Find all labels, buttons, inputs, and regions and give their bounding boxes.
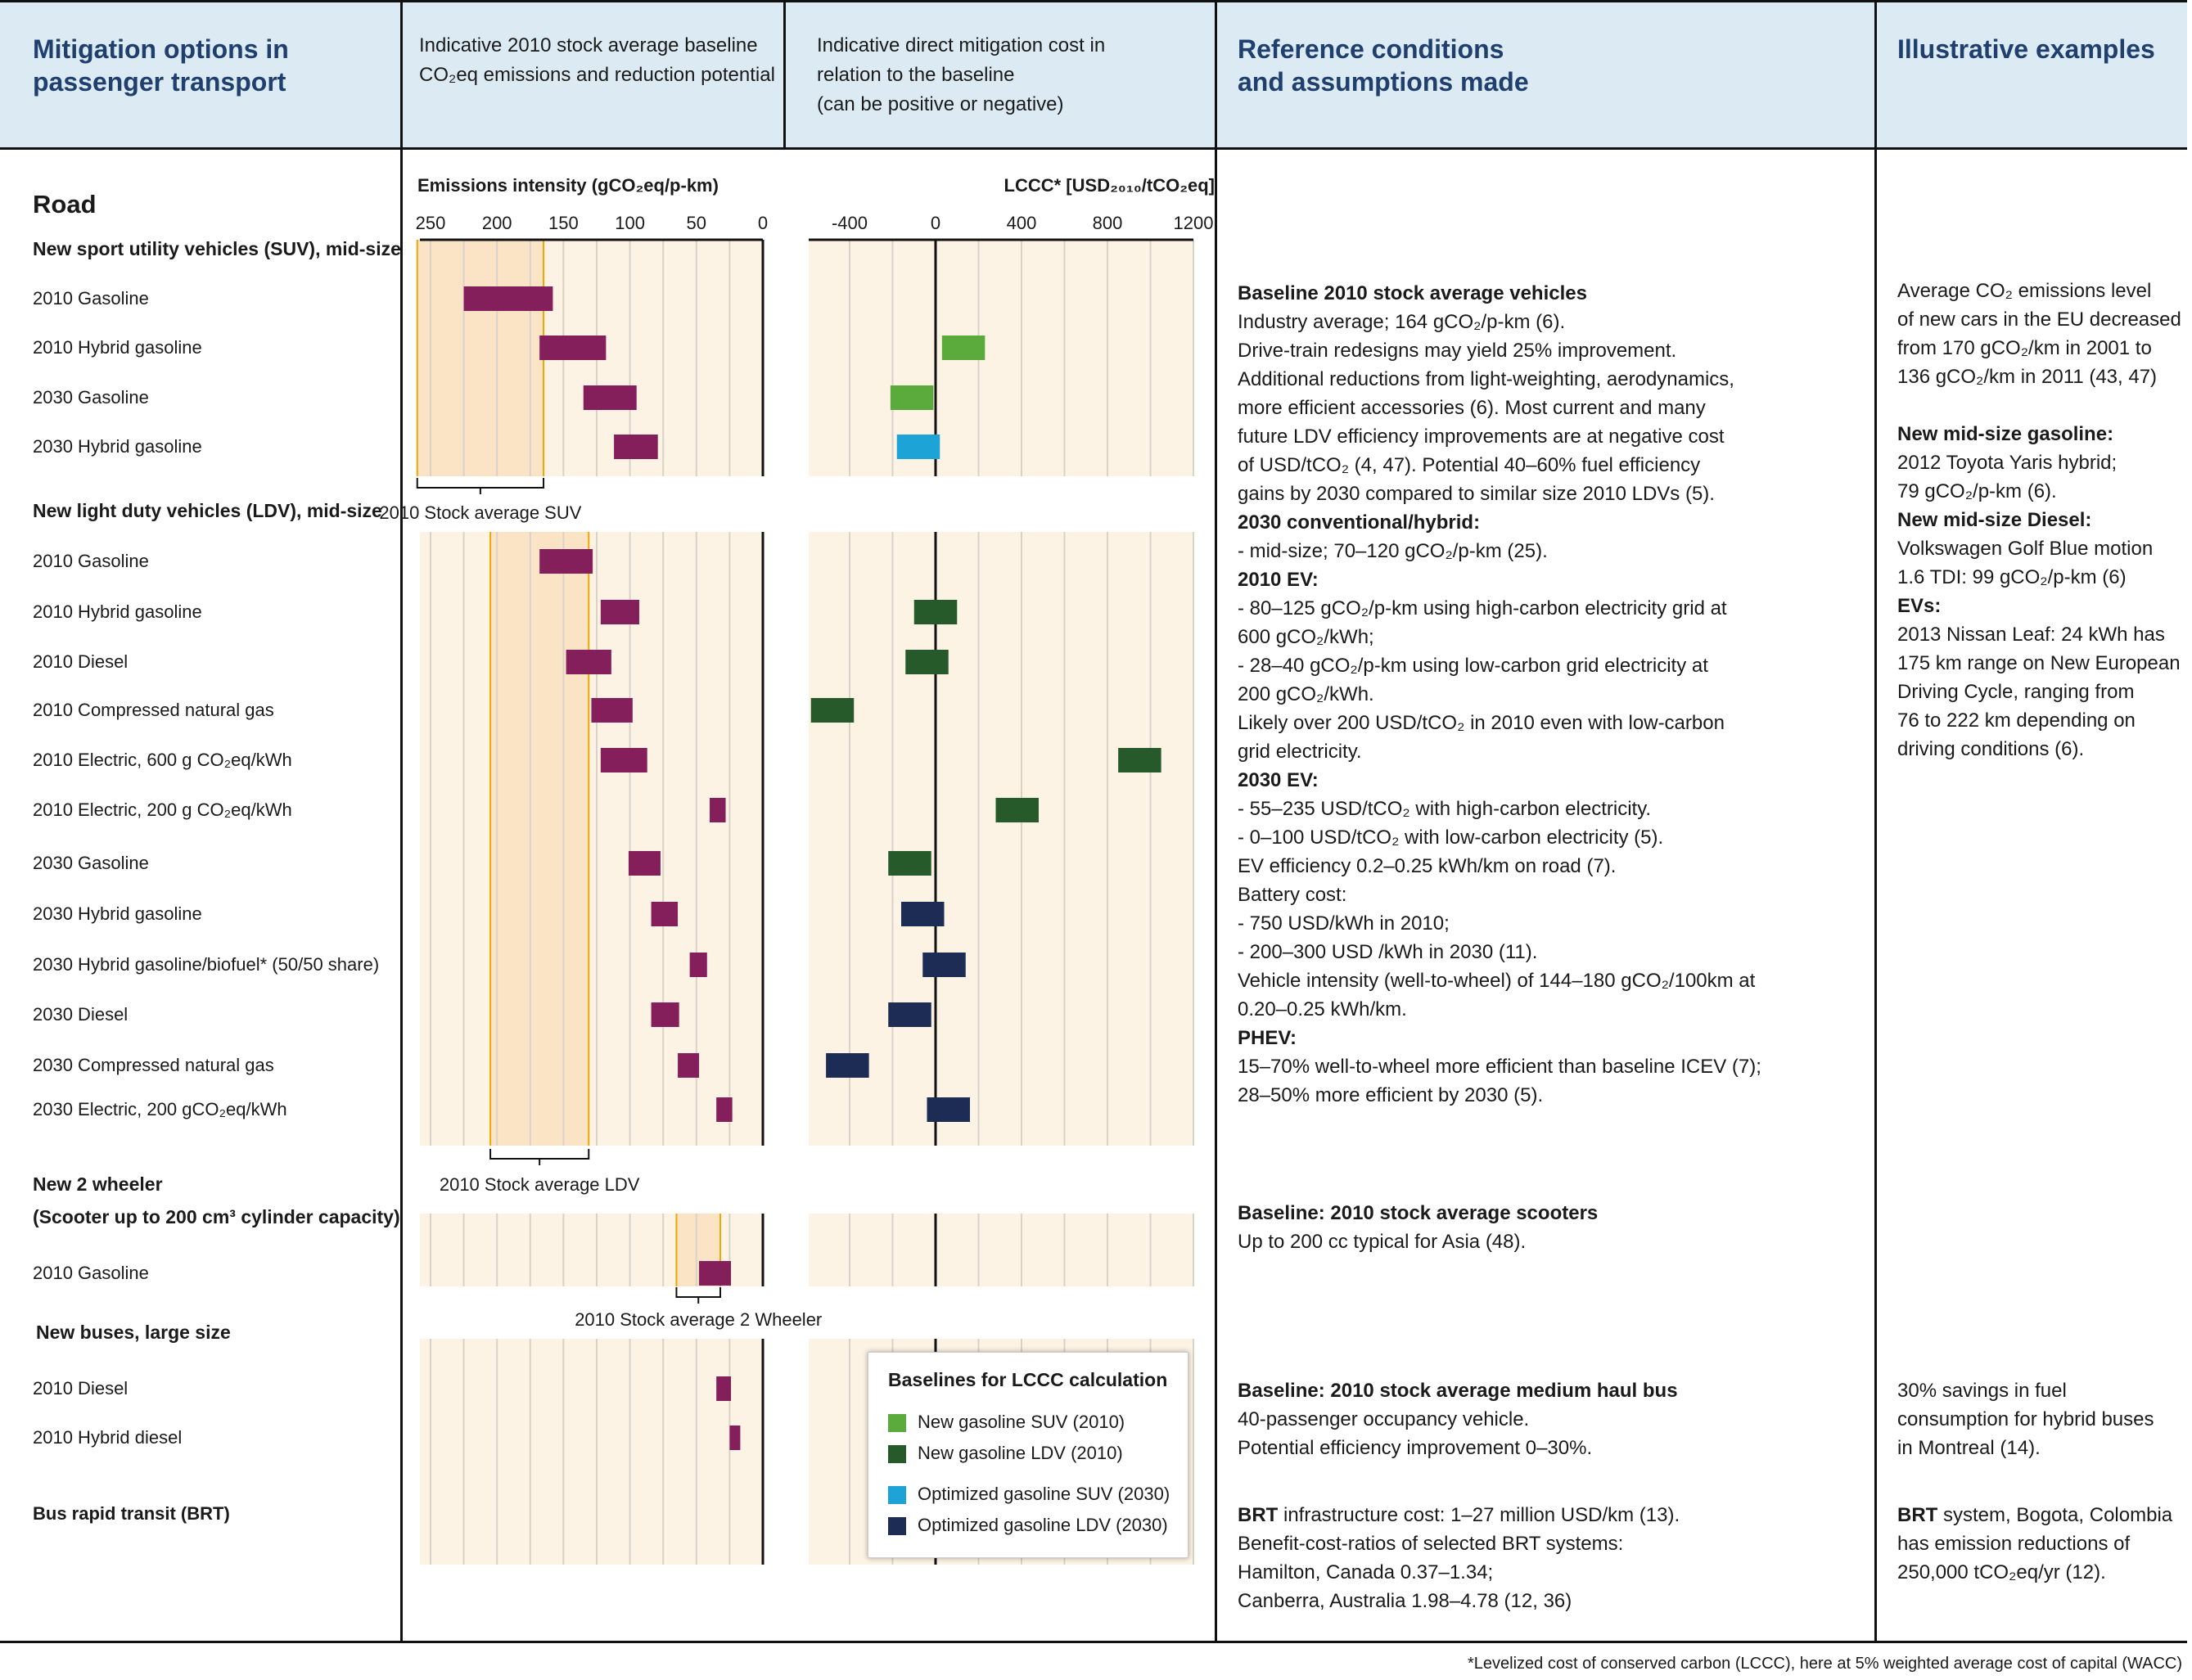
cost-tick-label: 1200 — [1173, 213, 1214, 233]
row-label: 2010 Gasoline — [33, 288, 149, 309]
cost-axis-title: LCCC* [USD₂₀₁₀/tCO₂eq] — [1004, 175, 1215, 196]
group-label: New buses, large size — [36, 1322, 231, 1343]
header-col1: Mitigation options in passenger transport — [33, 34, 289, 97]
row-label: 2010 Hybrid diesel — [33, 1427, 183, 1448]
row-label: 2010 Diesel — [33, 1378, 129, 1398]
ref-text: - mid-size; 70–120 gCO₂/p-km (25). — [1238, 540, 1548, 562]
ref-heading: BRT — [1238, 1504, 1279, 1526]
cost-tick-label: 400 — [1006, 213, 1037, 233]
emissions-panel — [420, 532, 763, 1146]
emission-bar — [539, 336, 606, 360]
legend-label: Optimized gasoline LDV (2030) — [918, 1515, 1168, 1535]
emission-bar — [614, 435, 658, 459]
ref-text: Industry average; 164 gCO₂/p-km (6). Drive-train redesigns may yield 25% improvement. Additional reductions from light-weighting, aerodynamics, more efficient accessories (6). Most current and many future LDV efficiency improvements are at negative cost of USD/tCO₂ (4, 47). Potential 40–60% fuel efficiency gains by 2030 compared to similar size 2010 LDVs (5). — [1238, 311, 1734, 505]
row-label: 2030 Hybrid gasoline — [33, 903, 202, 924]
ill-text: 30% savings in fuel consumption for hybrid buses in Montreal (14). — [1897, 1380, 2154, 1459]
ref-heading: PHEV: — [1238, 1027, 1297, 1049]
ref-heading: 2030 conventional/hybrid: — [1238, 511, 1481, 534]
emission-bar — [652, 1002, 679, 1027]
ref-block-bus — [1238, 1376, 1678, 1462]
ill-block-brt — [1897, 1501, 2172, 1587]
emission-bar — [601, 600, 639, 624]
ref-text: 40-passenger occupancy vehicle. Potential efficiency improvement 0–30%. — [1238, 1408, 1593, 1459]
emission-bar — [699, 1261, 731, 1286]
row-label: 2010 Hybrid gasoline — [33, 601, 202, 622]
baseline-bracket — [490, 1149, 589, 1159]
legend-label: New gasoline SUV (2010) — [918, 1412, 1125, 1432]
baseline-bracket — [676, 1287, 720, 1297]
emissions-tick-label: 50 — [686, 213, 707, 233]
cost-panel — [809, 240, 1193, 476]
header-col2: Indicative 2010 stock average baseline CO₂eq emissions and reduction potential — [419, 34, 775, 86]
ref-block-brt — [1238, 1501, 1680, 1615]
cost-bar — [891, 385, 934, 410]
row-label: 2010 Diesel — [33, 651, 129, 672]
legend-label: Optimized gasoline SUV (2030) — [918, 1484, 1170, 1504]
emissions-tick-label: 0 — [757, 213, 769, 233]
legend-item-suv2030 — [888, 1484, 1170, 1505]
row-label: 2010 Electric, 200 g CO₂eq/kWh — [33, 799, 292, 820]
legend-swatch — [888, 1486, 906, 1504]
emission-bar — [584, 385, 637, 410]
group-label: New sport utility vehicles (SUV), mid-size — [33, 238, 401, 259]
row-label: 2030 Hybrid gasoline/biofuel* (50/50 share) — [33, 954, 380, 975]
cost-tick-label: 800 — [1092, 213, 1123, 233]
legend-title: Baselines for LCCC calculation — [888, 1369, 1168, 1390]
ref-text: Up to 200 cc typical for Asia (48). — [1238, 1231, 1527, 1253]
ref-text: infrastructure cost: 1–27 million USD/km (13). — [1278, 1504, 1680, 1526]
baseline-label: 2010 Stock average SUV — [379, 502, 582, 523]
emission-bar — [592, 698, 633, 723]
row-label: 2030 Compressed natural gas — [33, 1055, 274, 1075]
emissions-axis-title: Emissions intensity (gCO₂eq/p-km) — [417, 175, 719, 196]
emissions-tick-label: 100 — [615, 213, 645, 233]
legend-swatch — [888, 1445, 906, 1463]
ref-text: - 80–125 gCO₂/p-km using high-carbon electricity grid at 600 gCO₂/kWh; - 28–40 gCO₂/p-km using low-carbon grid electricity at 200 gCO₂/kWh. Likely over 200 USD/tCO₂ in 2010 even with low-carbon grid electricity. — [1238, 597, 1727, 763]
ill-text: system, Bogota, Colombia has emission reductions of 250,000 tCO₂eq/yr (12). — [1897, 1504, 2173, 1583]
cost-bar — [901, 902, 945, 926]
group-sublabel: (Scooter up to 200 cm³ cylinder capacity) — [33, 1206, 400, 1227]
ill-block-bus — [1897, 1376, 2154, 1462]
emission-bar — [652, 902, 678, 926]
ill-heading: New mid-size gasoline: — [1897, 423, 2114, 445]
ref-text: 15–70% well-to-wheel more efficient than baseline ICEV (7); 28–50% more efficient by 2030 (5). — [1238, 1056, 1761, 1106]
cost-bar — [905, 650, 949, 674]
cost-bar — [927, 1097, 971, 1122]
ill-text: Volkswagen Golf Blue motion 1.6 TDI: 99 gCO₂/p-km (6) — [1897, 538, 2154, 588]
emission-bar — [601, 748, 647, 772]
baseline-label: 2010 Stock average 2 Wheeler — [575, 1309, 823, 1330]
cost-tick-label: -400 — [831, 213, 868, 233]
row-label: 2010 Gasoline — [33, 551, 149, 571]
row-label: 2030 Gasoline — [33, 853, 149, 873]
cost-bar — [1118, 748, 1161, 772]
cost-bar — [888, 1002, 931, 1027]
ill-heading: BRT — [1897, 1504, 1938, 1526]
emission-bar — [566, 650, 611, 674]
cost-bar — [996, 798, 1040, 822]
cost-bar — [811, 698, 855, 723]
row-label: 2010 Electric, 600 g CO₂eq/kWh — [33, 750, 292, 770]
row-label: 2030 Electric, 200 gCO₂eq/kWh — [33, 1099, 287, 1119]
ref-text: Benefit-cost-ratios of selected BRT systems: Hamilton, Canada 0.37–1.34; Canberra, Australia 1.98–4.78 (12, 36) — [1238, 1533, 1624, 1612]
ref-block-scooter — [1238, 1199, 1598, 1256]
section-road: Road — [33, 190, 97, 218]
emission-bar — [710, 798, 725, 822]
baseline-label: 2010 Stock average LDV — [439, 1174, 640, 1195]
emission-bar — [690, 953, 707, 977]
row-label: 2010 Gasoline — [33, 1263, 149, 1283]
emissions-tick-label: 200 — [481, 213, 512, 233]
ill-text: 2012 Toyota Yaris hybrid; 79 gCO₂/p-km (6). — [1897, 452, 2118, 502]
ill-block-cars — [1897, 277, 2181, 763]
emissions-panel — [420, 1339, 763, 1565]
emissions-tick-label: 250 — [415, 213, 446, 233]
ref-heading: 2010 EV: — [1238, 569, 1319, 591]
ill-text: Average CO₂ emissions level of new cars in the EU decreased from 170 gCO₂/km in 2001 to 136 gCO₂/km in 2011 (43, 47) — [1897, 280, 2181, 388]
footnote: *Levelized cost of conserved carbon (LCCC), here at 5% weighted average cost of capital (WACC) — [1468, 1655, 2182, 1673]
cost-panel — [809, 1214, 1193, 1286]
cost-bar — [897, 435, 940, 459]
legend — [868, 1352, 1188, 1558]
ref-heading: Baseline: 2010 stock average scooters — [1238, 1202, 1599, 1224]
row-label: 2030 Diesel — [33, 1004, 129, 1025]
ref-heading: Baseline: 2010 stock average medium haul bus — [1238, 1380, 1678, 1402]
row-label: 2010 Hybrid gasoline — [33, 337, 202, 358]
cost-bar — [942, 336, 985, 360]
emission-bar — [729, 1426, 740, 1450]
cost-bar — [888, 851, 931, 876]
ref-text: - 55–235 USD/tCO₂ with high-carbon electricity. - 0–100 USD/tCO₂ with low-carbon electricity (5). EV efficiency 0.2–0.25 kWh/km on road (7). Battery cost: - 750 USD/kWh in 2010; - 200–300 USD /kWh in 2030 (11). Vehicle intensity (well-to-wheel) of 144–180 gCO₂/100km at 0.20–0.25 kWh/km. — [1238, 798, 1756, 1020]
ref-heading: Baseline 2010 stock average vehicles — [1238, 282, 1587, 304]
header-col5: Illustrative examples — [1897, 34, 2155, 64]
group-label: New 2 wheeler — [33, 1173, 163, 1195]
legend-label: New gasoline LDV (2010) — [918, 1443, 1123, 1463]
cost-bar — [826, 1053, 869, 1078]
legend-item-suv2010 — [888, 1412, 1125, 1433]
ill-heading: EVs: — [1897, 595, 1942, 617]
ref-block-vehicles — [1238, 279, 1761, 1110]
cost-bar — [922, 953, 966, 977]
emission-bar — [539, 549, 593, 574]
ill-text: 2013 Nissan Leaf: 24 kWh has 175 km range on New European Driving Cycle, ranging from 76 to 222 km depending on driving conditions (6). — [1897, 624, 2181, 760]
row-label: 2030 Hybrid gasoline — [33, 436, 202, 457]
emission-bar — [629, 851, 661, 876]
emissions-tick-label: 150 — [548, 213, 579, 233]
row-label: 2010 Compressed natural gas — [33, 700, 274, 720]
header-col4: Reference conditions and assumptions made — [1238, 34, 1529, 97]
emission-bar — [678, 1053, 699, 1078]
baseline-band — [417, 240, 543, 476]
cost-bar — [914, 600, 958, 624]
row-label: Bus rapid transit (BRT) — [33, 1503, 230, 1524]
ref-heading: 2030 EV: — [1238, 769, 1319, 791]
baseline-band — [490, 532, 589, 1146]
emission-bar — [716, 1097, 732, 1122]
baseline-bracket — [417, 478, 543, 488]
emission-bar — [464, 286, 553, 311]
emission-bar — [716, 1376, 731, 1401]
legend-item-ldv2010 — [888, 1443, 1123, 1464]
group-label: New light duty vehicles (LDV), mid-size — [33, 500, 382, 521]
legend-swatch — [888, 1517, 906, 1535]
row-label: 2030 Gasoline — [33, 387, 149, 408]
legend-swatch — [888, 1414, 906, 1432]
cost-tick-label: 0 — [930, 213, 941, 233]
ill-heading: New mid-size Diesel: — [1897, 509, 2092, 531]
header-col3: Indicative direct mitigation cost in relation to the baseline (can be positive or negative) — [817, 34, 1106, 115]
legend-item-ldv2030 — [888, 1515, 1168, 1536]
